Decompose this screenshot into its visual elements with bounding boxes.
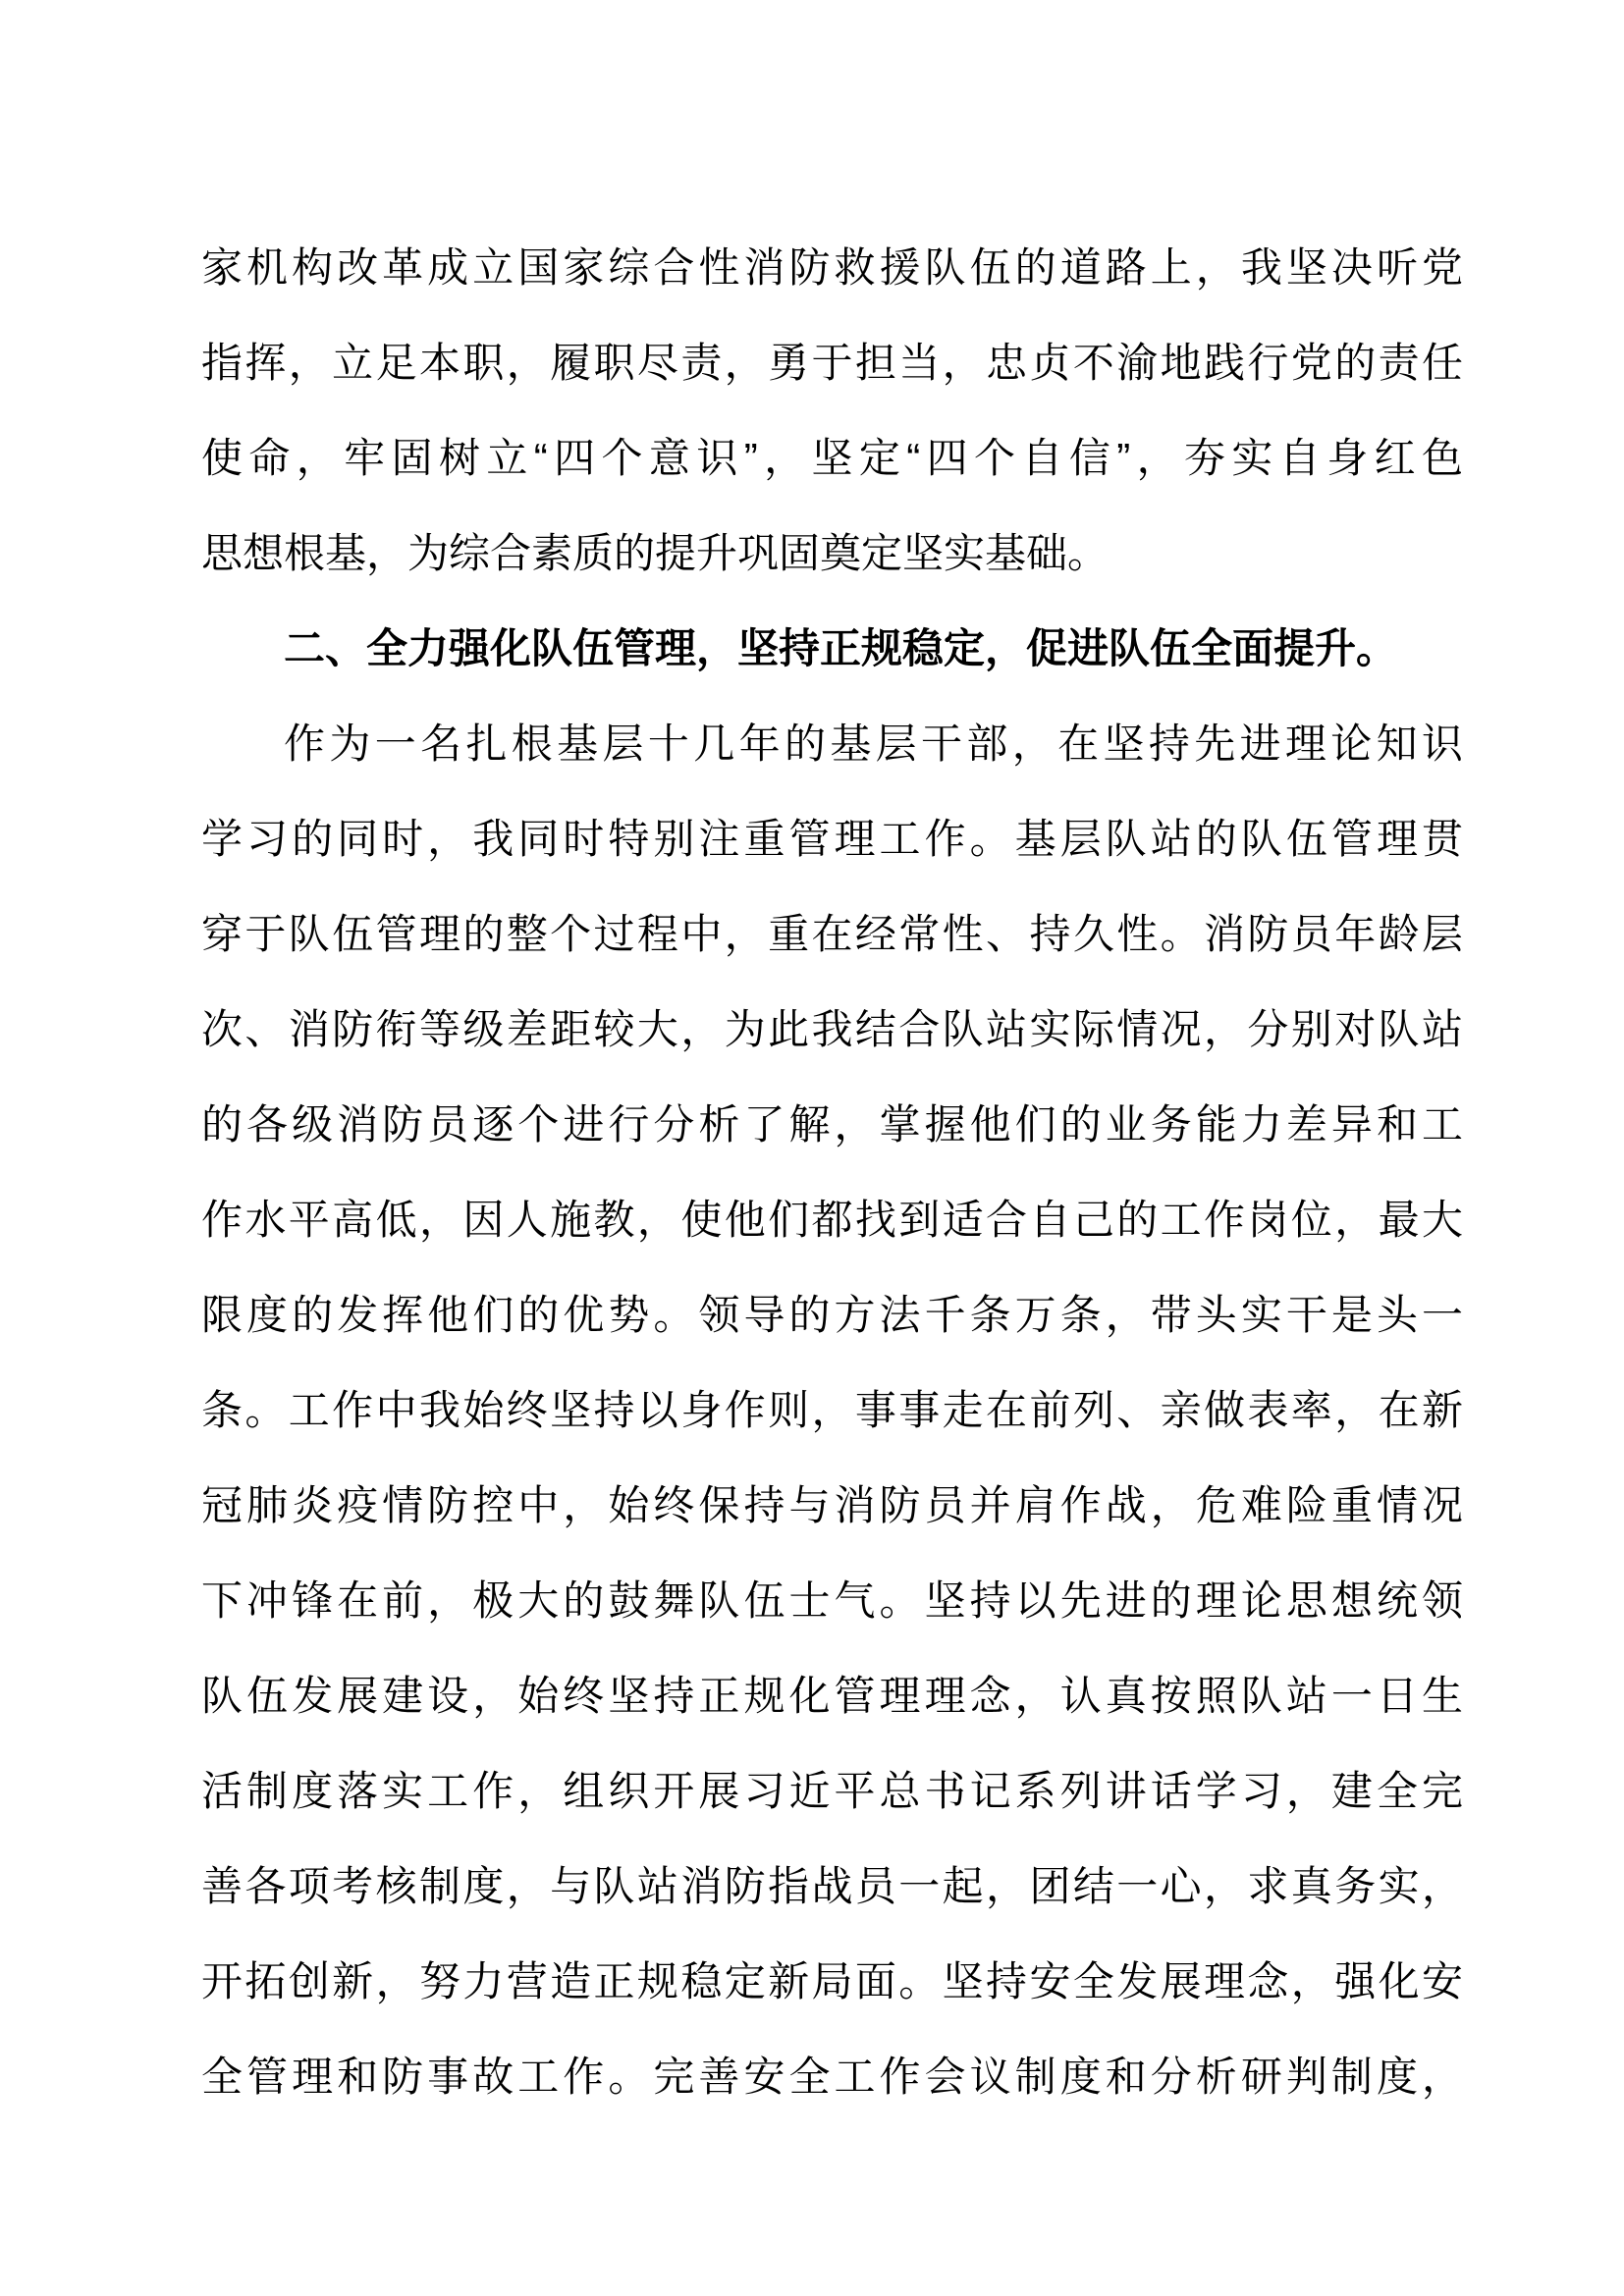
text-line: 学习的同时，我同时特别注重管理工作。基层队站的队伍管理贯 — [201, 816, 1463, 862]
text-line: 的各级消防员逐个进行分析了解，掌握他们的业务能力差异和工 — [201, 1101, 1463, 1148]
text-line: 使命，牢固树立“四个意识”，坚定“四个自信”，夯实自身红色 — [201, 435, 1463, 481]
text-line: 全管理和防事故工作。完善安全工作会议制度和分析研判制度， — [201, 2054, 1463, 2100]
text-line: 穿于队伍管理的整个过程中，重在经常性、持久性。消防员年龄层 — [201, 911, 1463, 957]
text-line: 次、消防衔等级差距较大，为此我结合队站实际情况，分别对队站 — [201, 1006, 1463, 1052]
text-line: 善各项考核制度，与队站消防指战员一起，团结一心，求真务实， — [201, 1863, 1463, 1909]
text-line: 二、全力强化队伍管理，坚持正规稳定，促进队伍全面提升。 — [284, 625, 1398, 671]
paragraph — [201, 220, 1463, 601]
section-heading — [201, 601, 1463, 696]
text-line: 作水平高低，因人施教，使他们都找到适合自己的工作岗位，最大 — [201, 1197, 1463, 1243]
text-line: 活制度落实工作，组织开展习近平总书记系列讲话学习，建全完 — [201, 1768, 1463, 1814]
text-line: 下冲锋在前，极大的鼓舞队伍士气。坚持以先进的理论思想统领 — [201, 1577, 1463, 1624]
text-line: 开拓创新，努力营造正规稳定新局面。坚持安全发展理念，强化安 — [201, 1958, 1463, 2004]
text-line: 思想根基，为综合素质的提升巩固奠定坚实基础。 — [201, 530, 1110, 576]
text-line: 限度的发挥他们的优势。领导的方法千条万条，带头实干是头一 — [201, 1292, 1463, 1338]
text-line: 作为一名扎根基层十几年的基层干部，在坚持先进理论知识 — [284, 721, 1463, 767]
text-line: 指挥，立足本职，履职尽责，勇于担当，忠贞不渝地践行党的责任 — [201, 340, 1463, 386]
document-body — [201, 220, 1463, 2124]
paragraph — [201, 696, 1463, 2124]
text-line: 队伍发展建设，始终坚持正规化管理理念，认真按照队站一日生 — [201, 1673, 1463, 1719]
text-line: 家机构改革成立国家综合性消防救援队伍的道路上，我坚决听党 — [201, 244, 1463, 291]
text-line: 条。工作中我始终坚持以身作则，事事走在前列、亲做表率，在新 — [201, 1387, 1463, 1433]
text-line: 冠肺炎疫情防控中，始终保持与消防员并肩作战，危难险重情况 — [201, 1482, 1463, 1528]
